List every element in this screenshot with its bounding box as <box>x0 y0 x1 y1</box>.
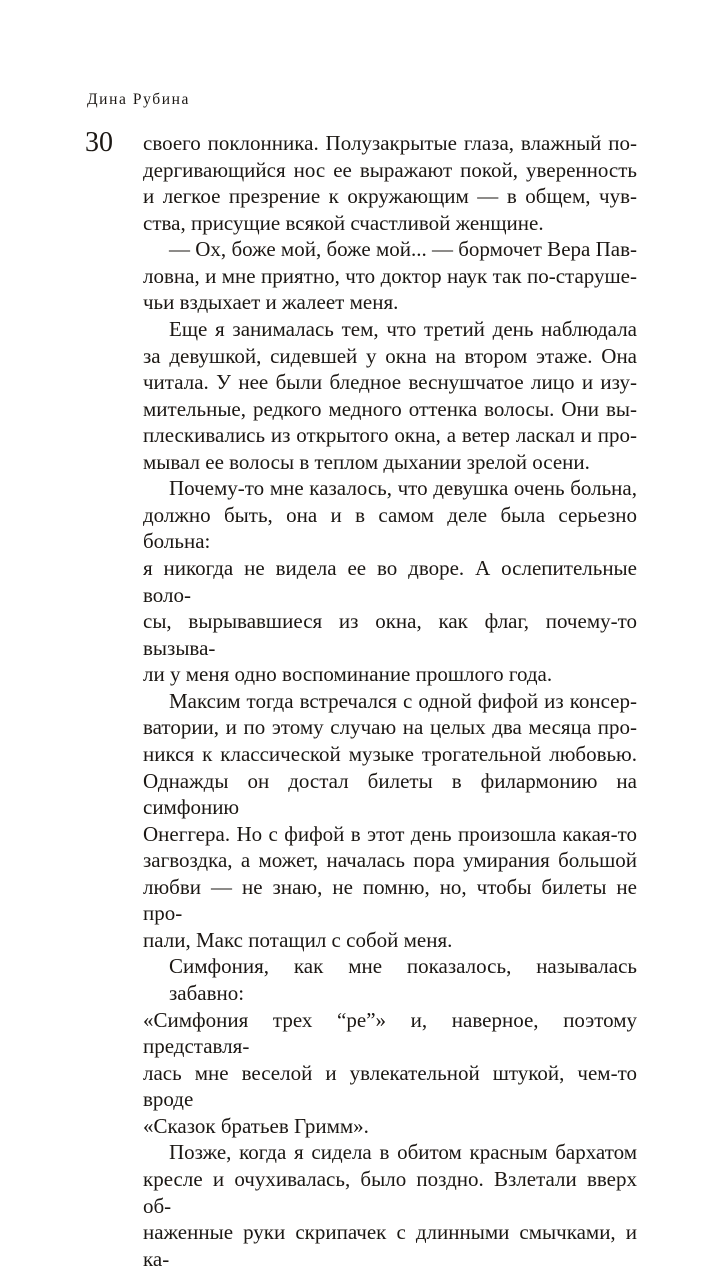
text-line: «Симфония трех “ре”» и, наверное, поэтому представля- <box>143 1007 637 1059</box>
text-line: — Ох, боже мой, боже мой... — бормочет Вера Пав- <box>169 237 637 262</box>
text-line: за девушкой, сидевшей у окна на втором этаже. Она <box>143 343 637 368</box>
paragraph <box>143 688 637 954</box>
text-line: Еще я занималась тем, что третий день наблюдала <box>169 316 637 341</box>
text-line: «Сказок братьев Гримм». <box>143 1113 369 1138</box>
text-line: кресле и очухивалась, было поздно. Взлетали вверх об- <box>143 1166 637 1218</box>
text-line: я никогда не видела ее во дворе. А ослепительные воло- <box>143 556 637 607</box>
text-line: ли у меня одно воспоминание прошлого года. <box>143 662 553 687</box>
text-line: плескивались из открытого окна, а ветер ласкал и про- <box>143 423 637 448</box>
running-header: Дина Рубина <box>87 91 191 108</box>
text-line: мительные, редкого медного оттенка волосы. Они вы- <box>143 396 637 421</box>
text-line: любви — не знаю, не помню, но, чтобы билеты не про- <box>143 874 637 926</box>
text-line: и легкое презрение к окружающим — в общем, чув- <box>143 184 637 209</box>
text-line: своего поклонника. Полузакрытые глаза, влажный по- <box>143 131 637 155</box>
text-line: сы, вырывавшиеся из окна, как флаг, почему-то вызыва- <box>143 609 637 660</box>
text-line: Онеггера. Но с фифой в этот день произошла какая-то <box>143 821 637 846</box>
text-line: пали, Макс потащил с собой меня. <box>143 927 453 952</box>
page-number: 30 <box>85 127 113 158</box>
text-line: Почему-то мне казалось, что девушка очень больна, <box>169 476 637 501</box>
paragraph <box>143 236 637 316</box>
text-line: наженные руки скрипачек с длинными смычками, и ка- <box>143 1220 637 1271</box>
text-line: должно быть, она и в самом деле была серьезно больна: <box>143 502 637 554</box>
text-line: Симфония, как мне показалось, называлась забавно: <box>169 954 637 1005</box>
text-line: Максим тогда встречался с одной фифой из консер- <box>169 688 637 713</box>
text-line: ства, присущие всякой счастливой женщине. <box>143 210 544 235</box>
text-line: лась мне веселой и увлекательной штукой, чем-то вроде <box>143 1060 637 1112</box>
paragraph <box>143 953 637 1139</box>
text-line: чьи вздыхает и жалеет меня. <box>143 290 399 315</box>
paragraph <box>143 475 637 688</box>
text-line: никся к классической музыке трогательной любовью. <box>143 741 637 766</box>
paragraph <box>143 316 637 475</box>
paragraph <box>143 1139 637 1272</box>
text-line: ватории, и по этому случаю на целых два месяца про- <box>143 715 637 740</box>
text-line: загвоздка, а может, началась пора умирания большой <box>143 848 637 873</box>
text-line: Позже, когда я сидела в обитом красным бархатом <box>169 1140 637 1165</box>
text-line: Однажды он достал билеты в филармонию на симфонию <box>143 768 637 820</box>
text-line: читала. У нее были бледное веснушчатое лицо и изу- <box>143 370 637 395</box>
text-line: дергивающийся нос ее выражают покой, уверенность <box>143 157 637 182</box>
paragraph <box>143 130 637 236</box>
text-block <box>143 130 637 1272</box>
text-line: ловна, и мне приятно, что доктор наук так по-старуше- <box>143 263 637 288</box>
text-line: мывал ее волосы в теплом дыхании зрелой осени. <box>143 449 590 474</box>
